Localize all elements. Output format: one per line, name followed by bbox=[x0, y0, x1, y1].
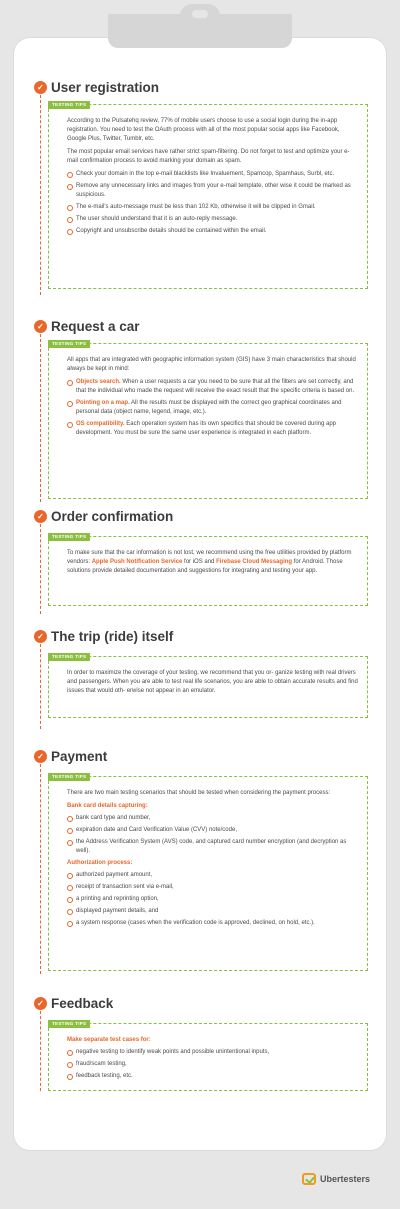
highlight: Firebase Cloud Messaging bbox=[216, 559, 293, 565]
testing-tips-tag: TESTING TIPS bbox=[48, 533, 90, 541]
brand-name: Ubertesters bbox=[319, 1174, 370, 1184]
subheading: Bank card details capturing: bbox=[67, 803, 148, 809]
list-item: receipt of transaction sent via e-mail, bbox=[67, 883, 359, 892]
dashed-connector bbox=[40, 764, 41, 974]
paragraph: All apps that are integrated with geographic information system (GIS) have 3 main characteristics that should always be kept in mind: bbox=[67, 357, 356, 372]
list-item: the Address Verification System (AVS) code, and captured card number encryption (and decryption as well). bbox=[67, 838, 359, 856]
paragraph: The most popular email services have rather strict spam-filtering. Do not forget to test and optimize your e-mail confirmation process to avoid marking your domain as spam. bbox=[67, 149, 350, 164]
section-title: The trip (ride) itself bbox=[51, 628, 174, 644]
list-item: authorized payment amount, bbox=[67, 871, 359, 880]
list-item: Remove any unnecessary links and images from your e-mail template, other wise it could be marked as suspicious. bbox=[67, 182, 359, 200]
list-item: a system response (cases when the verification code is approved, declined, on hold, etc.). bbox=[67, 919, 359, 928]
section-order-confirmation bbox=[34, 506, 368, 616]
testing-tips-tag: TESTING TIPS bbox=[48, 340, 90, 348]
section-title: Order confirmation bbox=[51, 508, 174, 524]
section-payment bbox=[34, 746, 368, 976]
section-title: User registration bbox=[51, 79, 160, 95]
subheading: Authorization process: bbox=[67, 860, 133, 866]
subheading: Make separate test cases for: bbox=[67, 1037, 151, 1043]
dashed-connector bbox=[40, 644, 41, 729]
testing-tips-tag: TESTING TIPS bbox=[48, 773, 90, 781]
list-item bbox=[67, 420, 359, 438]
tips-box bbox=[48, 536, 368, 606]
dashed-connector bbox=[40, 1011, 41, 1091]
testing-tips-tag: TESTING TIPS bbox=[48, 101, 90, 109]
highlight: OS compatibility. bbox=[76, 421, 125, 427]
list-item: Check your domain in the top e-mail blacklists like Invaluement, Spamcop, Spamhaus, Surbl, etc. bbox=[67, 170, 359, 179]
highlight: Objects search. bbox=[76, 379, 121, 385]
highlight: Pointing on a map. bbox=[76, 400, 130, 406]
check-icon: ✓ bbox=[34, 630, 47, 643]
list-item: fraud/scam testing, bbox=[67, 1060, 359, 1069]
item-text: When a user requests a car you need to be sure that all the filters are set correctly, and that the individual who made the request will receive the exact result that the specific criteria is based on. bbox=[76, 379, 355, 394]
ubertesters-logo-icon bbox=[302, 1173, 316, 1185]
list-item: negative testing to identify weak points and possible unintentional inputs, bbox=[67, 1048, 359, 1057]
list-item: a printing and reprinting option, bbox=[67, 895, 359, 904]
section-feedback bbox=[34, 993, 368, 1093]
highlight: Apple Push Notification Service bbox=[91, 559, 183, 565]
check-icon: ✓ bbox=[34, 81, 47, 94]
item-text: Each operation system has its own specifics that should be covered during app development. You must be sure the same user experience is integrated in each platform. bbox=[76, 421, 337, 436]
list-item: The e-mail's auto-message must be less than 102 Kb, otherwise it will be clipped in Gmail. bbox=[67, 203, 359, 212]
check-icon: ✓ bbox=[34, 320, 47, 333]
list-item: feedback testing, etc. bbox=[67, 1072, 359, 1081]
check-icon: ✓ bbox=[34, 997, 47, 1010]
list-item bbox=[67, 399, 359, 417]
section-request-car bbox=[34, 316, 368, 506]
text-part: for Android. Those solutions provide detailed documentation and suggestions for integrating and testing your app. bbox=[67, 559, 343, 574]
section-trip bbox=[34, 626, 368, 726]
paragraph: In order to maximize the coverage of your testing, we recommend that you or- ganize testing with real drivers and passengers. When you are able to test real life scenarios, you are able to obtain accurate results and find issues that would oth- erwise not appear in an emulator. bbox=[67, 670, 358, 694]
section-title: Payment bbox=[51, 748, 108, 764]
dashed-connector bbox=[40, 524, 41, 614]
list-item: bank card type and number, bbox=[67, 814, 359, 823]
brand-logo[interactable] bbox=[302, 1173, 370, 1185]
section-title: Feedback bbox=[51, 995, 114, 1011]
tips-box bbox=[48, 656, 368, 718]
clipboard-clip bbox=[108, 14, 292, 48]
paragraph: According to the Pulsatehq review, 77% of mobile users choose to use a social login during the in-app registration. You need to test the OAuth process with all of the most popular social apps like Facebook, Google Plus, Twitter, Tumblr, etc. bbox=[67, 118, 340, 142]
list-item: displayed payment details, and bbox=[67, 907, 359, 916]
tips-box bbox=[48, 1023, 368, 1091]
tips-box bbox=[48, 343, 368, 499]
list-item bbox=[67, 378, 359, 396]
check-icon: ✓ bbox=[34, 510, 47, 523]
text-part: for iOS and bbox=[182, 559, 217, 565]
dashed-connector bbox=[40, 334, 41, 502]
testing-tips-tag: TESTING TIPS bbox=[48, 653, 90, 661]
list-item: Copyright and unsubscribe details should be contained within the email. bbox=[67, 227, 359, 236]
check-icon: ✓ bbox=[34, 750, 47, 763]
item-text: All the results must be displayed with the correct geo graphical coordinates and personal data (object name, legend, image, etc.). bbox=[76, 400, 342, 415]
testing-tips-tag: TESTING TIPS bbox=[48, 1020, 90, 1028]
dashed-connector bbox=[40, 95, 41, 295]
list-item: expiration date and Card Verification Value (CVV) note/code, bbox=[67, 826, 359, 835]
tips-box bbox=[48, 776, 368, 971]
tips-box bbox=[48, 104, 368, 289]
list-item: The user should understand that it is an auto-reply message. bbox=[67, 215, 359, 224]
section-user-registration bbox=[34, 77, 368, 297]
text-part: To make sure that the car information is not lost, we recommend using the free utilities provided by platform vendors: bbox=[67, 550, 352, 565]
section-title: Request a car bbox=[51, 318, 140, 334]
paragraph: There are two main testing scenarios that should be tested when considering the payment process: bbox=[67, 790, 331, 796]
paragraph bbox=[67, 549, 359, 576]
